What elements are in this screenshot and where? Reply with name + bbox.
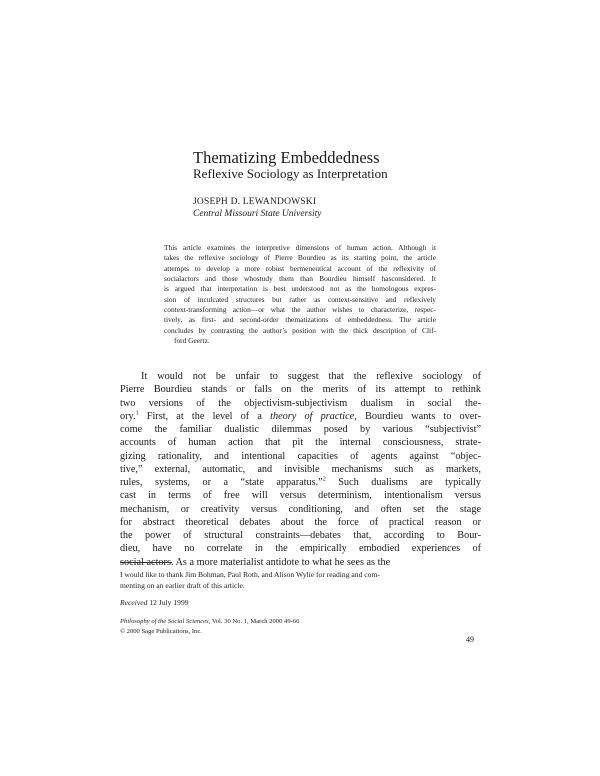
copyright-notice: © 2000 Sage Publications, Inc. xyxy=(120,627,202,635)
journal-info xyxy=(120,617,299,636)
abstract-line: concludes by contrasting the author’s position with the thick description of Clif- xyxy=(164,325,436,335)
emphasized-term: theory of practice xyxy=(270,410,355,422)
abstract-line: ford Geertz. xyxy=(174,336,210,346)
abstract-line: This article examines the interpretive dimensions of human action. Although it xyxy=(164,243,436,252)
body-text: , Bourdieu wants to over- xyxy=(354,410,481,422)
page-number: 49 xyxy=(466,635,474,644)
body-line xyxy=(120,476,481,489)
body-line: two versions of the objectivism-subjectivism dualism in social the- xyxy=(120,397,481,409)
body-line: gizing rationality, and intentional capacities of agents against “objec- xyxy=(120,450,481,462)
article-title: Thematizing Embeddedness xyxy=(193,148,380,167)
body-paragraph xyxy=(120,370,481,569)
abstract-line: takes the reflexive sociology of Pierre Bourdieu as its starting point, the article xyxy=(164,253,436,263)
author-affiliation: Central Missouri State University xyxy=(193,209,322,219)
abstract-line: sion of inculcated structures but rather as context-sensitive and reflexively xyxy=(164,294,436,304)
abstract xyxy=(164,243,436,346)
body-line: come the familiar dualistic dilemmas posed by various “subjectivist” xyxy=(120,424,481,435)
journal-details: , Vol. 30 No. 1, March 2000 49-66 xyxy=(208,618,300,625)
footnote-line: menting on an earlier draft of this article. xyxy=(120,581,245,590)
received-label: Received xyxy=(120,598,148,607)
body-line: cast in terms of free will versus determinism, intentionalism versus xyxy=(120,490,481,502)
abstract-line: socialactors and those whostudy them than Bourdieu himself hasconsidered. It xyxy=(164,274,436,284)
body-text: Such dualisms are typically xyxy=(325,477,481,488)
acknowledgment-footnote xyxy=(120,569,481,591)
body-line: It would not be unfair to suggest that the reflexive sociology of xyxy=(141,371,481,382)
author-name: JOSEPH D. LEWANDOWSKI xyxy=(193,197,317,207)
body-line: dieu, have no correlate in the empirically embodied experiences of xyxy=(120,543,481,555)
article-subtitle: Reflexive Sociology as Interpretation xyxy=(193,166,388,181)
received-value: 12 July 1999 xyxy=(147,598,189,607)
body-line: mechanism, or creativity versus conditioning, and often set the stage xyxy=(120,503,481,515)
body-line: accounts of human action that pit the internal consciousness, strate- xyxy=(120,437,481,449)
journal-name: Philosophy of the Social Sciences xyxy=(120,618,209,625)
journal-citation xyxy=(120,617,299,627)
footnote-line: I would like to thank Jim Bohman, Paul Roth, and Alison Wylie for reading and com- xyxy=(120,570,380,579)
body-text: First, at the level of a xyxy=(138,410,271,422)
footnote-reference[interactable]: 2 xyxy=(322,476,326,483)
body-line: the power of structural constraints—debates that, according to Bour- xyxy=(120,530,481,541)
abstract-line: tively, as first- and second-order thematizations of embeddedness. The article xyxy=(164,315,436,325)
body-line: for abstract theoretical debates about the force of practical reason or xyxy=(120,516,481,528)
body-line: tive,” external, automatic, and invisible mechanisms such as markets, xyxy=(120,463,481,475)
body-text: ory. xyxy=(120,410,136,422)
abstract-line: attempts to develop a more robust hermeneutical account of the reflexivity of xyxy=(164,263,436,273)
footnote-divider xyxy=(120,562,172,563)
footnote-reference[interactable]: 1 xyxy=(135,410,139,417)
abstract-line: context-transforming action—or what the author wishes to characterize, respec- xyxy=(164,305,436,315)
received-date xyxy=(120,598,189,607)
abstract-line: is argued that interpretation is best understood not as the homologous expres- xyxy=(164,284,436,294)
body-text: rules, systems, or a “state apparatus.” xyxy=(120,477,323,488)
body-line xyxy=(120,410,481,423)
body-line: social actors. As a more materialist antidote to what he sees as the xyxy=(120,556,391,568)
body-line: Pierre Bourdieu stands or falls on the merits of its attempt to rethink xyxy=(120,384,481,396)
